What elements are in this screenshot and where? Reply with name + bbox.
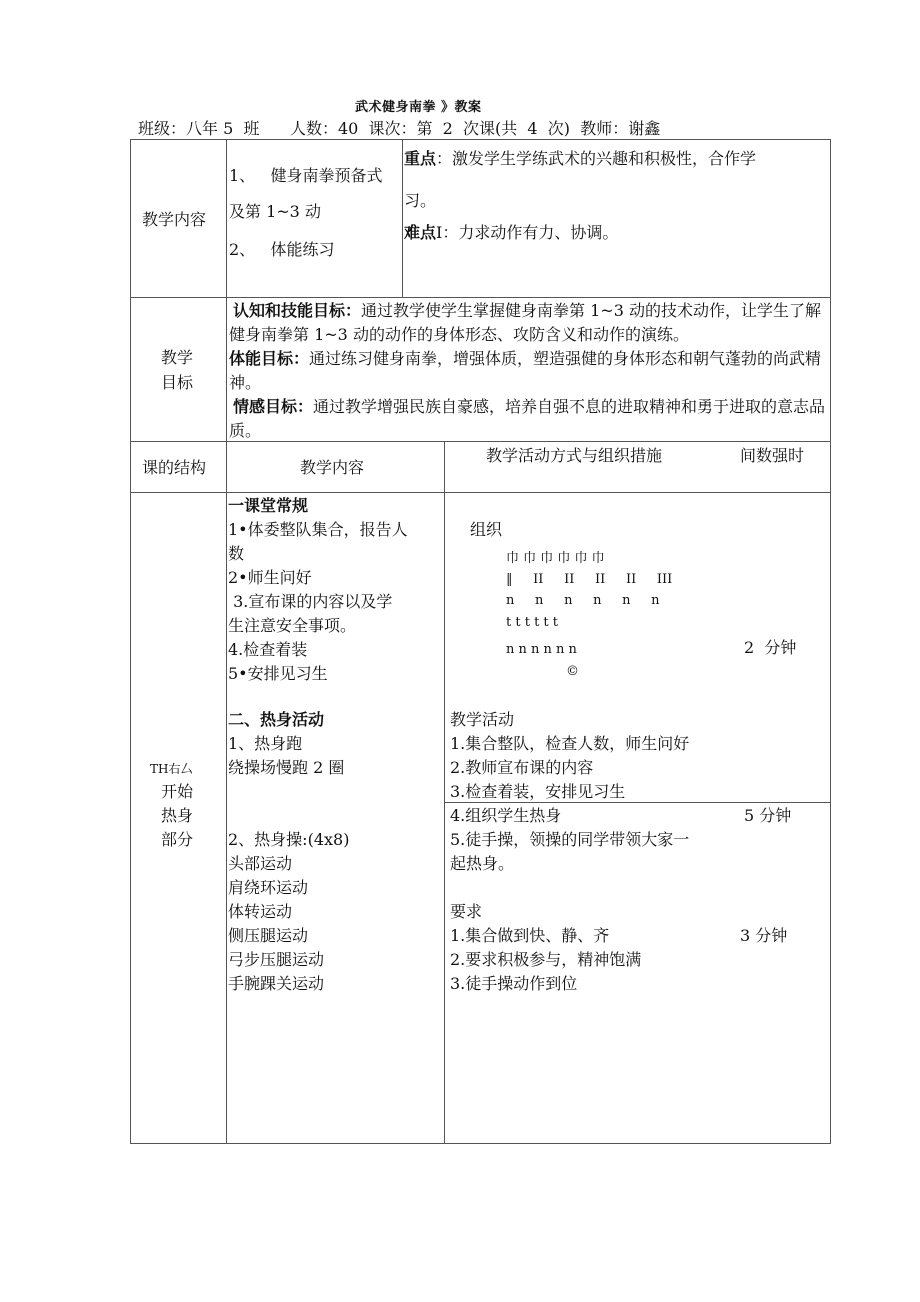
warmup-line: 1、热身跑 — [228, 734, 303, 753]
duration-routine: 2 分钟 — [744, 638, 797, 657]
activities-title: 教学活动 — [450, 710, 515, 729]
exercise-line: 手腕踝关运动 — [228, 974, 325, 993]
requirement-line: 1.集合做到快、静、齐 — [450, 926, 610, 945]
goal-emotional-label: 情感目标： — [233, 397, 314, 416]
section-warmup-title: 二、热身活动 — [228, 710, 325, 729]
header-structure: 课的结构 — [142, 458, 207, 477]
routine-line: 4.检查着装 — [228, 640, 308, 659]
section-label-line: 开始 — [161, 782, 194, 801]
row-label-goals-2: 目标 — [161, 373, 194, 392]
routine-line: 数 — [228, 544, 245, 563]
duration-warmup: 5 分钟 — [744, 806, 792, 825]
requirement-line: 2.要求积极参与，精神饱满 — [450, 950, 642, 969]
activity-line: 起热身。 — [450, 854, 515, 873]
activity-line: 2.教师宣布课的内容 — [450, 758, 594, 777]
key-point-label: 重点 — [404, 149, 437, 168]
activity-line: 3.检查着装，安排见习生 — [450, 782, 626, 801]
duration-exercise: 3 分钟 — [740, 926, 788, 945]
section-label-line: TH右厶 — [150, 762, 193, 776]
formation-row: ‖ II II II II III — [506, 572, 673, 587]
warmup-line: 绕操场慢跑 2 圈 — [228, 758, 345, 777]
header-content: 教学内容 — [300, 458, 365, 477]
row-label-teaching-content: 教学内容 — [142, 210, 207, 229]
header-time: 间数强时 — [740, 446, 805, 465]
difficult-point-label: 难点 — [404, 223, 437, 242]
activity-line: 4.组织学生热身 — [450, 806, 562, 825]
formation-row: n n n n n n — [506, 593, 660, 608]
formation-row: t t t t t t — [506, 615, 559, 630]
content-line: 1、 健身南拳预备式 — [229, 166, 383, 185]
exercise-line: 弓步压腿运动 — [228, 950, 325, 969]
header-activities: 教学活动方式与组织措施 — [486, 446, 663, 465]
requirement-line: 3.徒手操动作到位 — [450, 974, 578, 993]
exercise-line: 体转运动 — [228, 902, 293, 921]
section-label-line: 部分 — [161, 830, 194, 849]
difficult-point — [404, 221, 618, 245]
content-line: 2、 体能练习 — [229, 240, 335, 259]
section-class-routine-title: 一课堂常规 — [228, 496, 309, 515]
teaching-goals — [229, 299, 827, 443]
class-info-line: 班级：八年 5 班 人数：40 课次：第 2 次课(共 4 次) 教师：谢鑫 — [138, 119, 661, 138]
goal-physical — [229, 347, 827, 395]
exercise-line: 侧压腿运动 — [228, 926, 309, 945]
difficult-point-text: I：力求动作有力、协调。 — [436, 223, 619, 242]
key-point — [404, 147, 756, 171]
exercise-line: 肩绕环运动 — [228, 878, 309, 897]
content-line: 及第 1~3 动 — [229, 202, 321, 221]
key-point-text: ：激发学生学练武术的兴趣和积极性，合作学 — [436, 149, 757, 168]
goal-emotional — [229, 395, 827, 443]
routine-line: 3.宣布课的内容以及学 — [228, 592, 393, 611]
goal-physical-text: 通过练习健身南拳，增强体质，塑造强健的身体形态和朝气蓬勃的尚武精神。 — [229, 349, 822, 392]
exercise-line: 2、热身操:(4x8) — [228, 830, 350, 849]
goal-cognitive-text: 通过教学使学生掌握健身南拳第 1~3 动的技术动作，让学生了解健身南拳第 1~3 动的动作的身体形态、攻防含义和动作的演练。 — [229, 301, 821, 344]
formation-row: 巾 巾 巾 巾 巾 巾 — [506, 551, 605, 566]
goal-cognitive — [229, 299, 827, 347]
activity-line: 1.集合整队，检查人数，师生问好 — [450, 734, 690, 753]
requirements-title: 要求 — [450, 902, 483, 921]
routine-line: 2•师生问好 — [228, 568, 312, 587]
copyright-mark: © — [566, 664, 579, 679]
section-label-line: 热身 — [161, 806, 194, 825]
key-point-continued: 习。 — [404, 191, 437, 210]
document-title: 武术健身南拳 》教案 — [355, 100, 482, 115]
routine-line: 1•体委整队集合，报告人 — [228, 520, 408, 539]
goal-cognitive-label: 认知和技能目标： — [233, 301, 362, 320]
goal-physical-label: 体能目标： — [229, 349, 310, 368]
routine-line: 生注意安全事项。 — [228, 616, 357, 635]
row-label-goals-1: 教学 — [161, 348, 194, 367]
exercise-line: 头部运动 — [228, 854, 293, 873]
formation-row: n n n n n n — [506, 642, 577, 657]
organization-label: 组织 — [470, 520, 503, 539]
activity-line: 5.徒手操，领操的同学带领大家一 — [450, 830, 690, 849]
routine-line: 5•安排见习生 — [228, 664, 328, 683]
goal-emotional-text: 通过教学增强民族自豪感，培养自强不息的进取精神和勇于进取的意志品质。 — [229, 397, 826, 440]
